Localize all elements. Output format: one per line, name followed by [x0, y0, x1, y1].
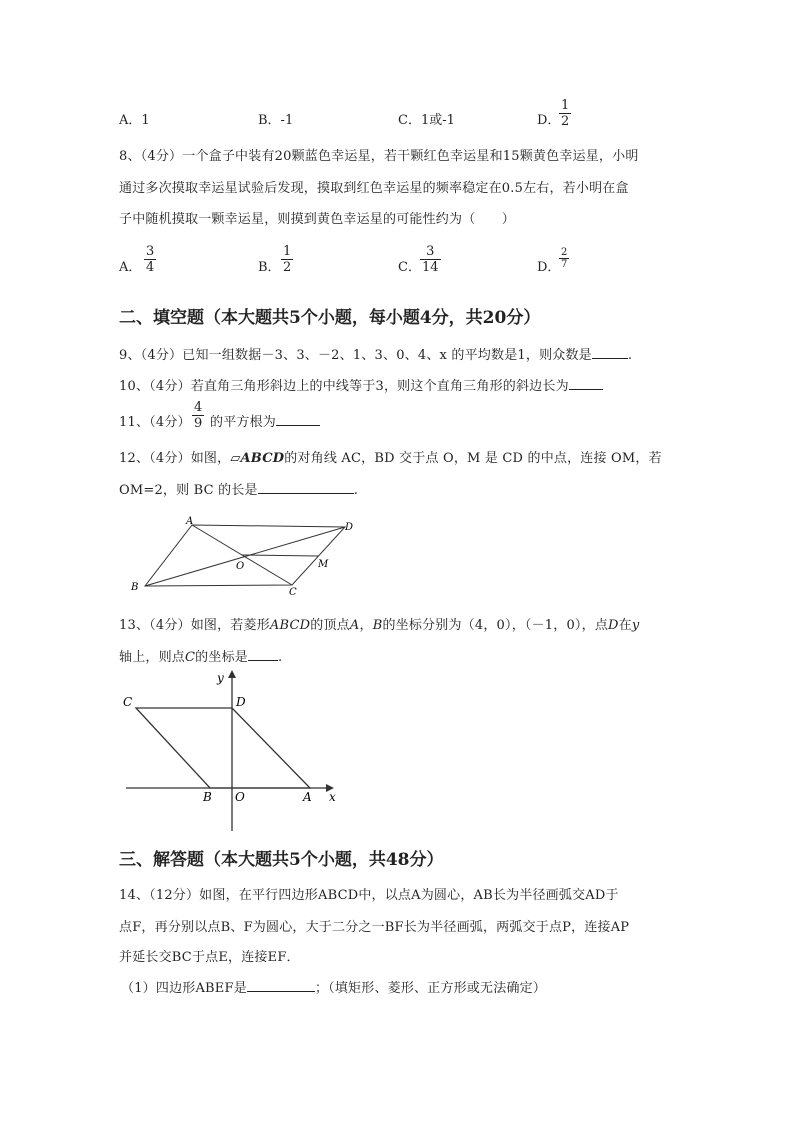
q7-option-d: D．: [537, 113, 561, 128]
q8-option-d: D．: [537, 260, 561, 275]
q13-label-x: x: [329, 790, 336, 804]
q12-label-a: A: [186, 516, 194, 527]
section-2-title: 二、填空题（本大题共5个小题，每小题4分，共20分）: [119, 308, 541, 328]
q13-text-d: 在: [618, 618, 632, 633]
q8-option-b-fraction: 1 2: [283, 244, 292, 275]
q13-vertex-a: A: [349, 618, 360, 633]
q9-answer-blank: [592, 346, 628, 359]
q12-segment-om: [242, 555, 318, 556]
q11-prefix: 11、（4分）: [119, 415, 191, 430]
q7-option-d-fraction: 1 2: [561, 98, 570, 129]
q8-line-1: 8、（4分）一个盒子中装有20颗蓝色幸运星，若干颗红色幸运星和15颗黄色幸运星，小明: [119, 149, 639, 164]
q8-line-2: 通过多次摸取幸运星试验后发现，摸取到红色幸运星的频率稳定在0.5左右，若小明在盒: [119, 181, 629, 196]
q13-line-1: [119, 614, 639, 633]
q10-answer-blank: [569, 377, 603, 390]
q9-text: [119, 344, 632, 363]
q11-suffix-wrap: [210, 411, 320, 430]
q12-label-b: B: [131, 582, 139, 593]
q12-end: .: [353, 483, 359, 498]
q12-line-1: [119, 447, 662, 466]
q12-line2-text: OM=2，则 BC 的长是: [119, 483, 258, 498]
q13-label-y: y: [217, 671, 224, 685]
q13-axis-y: y: [631, 618, 640, 633]
q11-fraction: 4 9: [194, 400, 203, 431]
q12-diagonal-bd: [145, 527, 345, 586]
q13-label-a: A: [303, 790, 312, 804]
q13-line-2: [119, 646, 282, 665]
q12-label-d: D: [345, 522, 354, 533]
q14-sub1-b: ；（填矩形、菱形、正方形或无法确定）: [314, 981, 547, 996]
q14-answer-blank: [247, 979, 315, 992]
q9-end: .: [627, 348, 633, 363]
q8-option-a: A．: [119, 260, 142, 275]
q12-prefix: 12、（4分）如图，: [119, 451, 231, 466]
q10-stem: 10、（4分）若直角三角形斜边上的中线等于3，则这个直角三角形的斜边长为: [119, 379, 569, 394]
q7-option-b: B．-1: [258, 113, 294, 128]
q14-line-2: 点F，再分别以点B、F为圆心，大于二分之一BF长为半径画弧，两弧交于点P，连接AP: [119, 920, 630, 935]
q13-text-b: 的顶点: [310, 618, 350, 633]
q12-line-2: [119, 479, 358, 498]
q13-comma: ，: [359, 618, 373, 633]
q13-vertex-d: D: [608, 618, 619, 633]
q13-label-c: C: [123, 695, 133, 709]
q13-y-arrow-icon: [228, 670, 236, 678]
q14-sub-1: [121, 977, 546, 996]
q7-option-a: A．1: [119, 113, 150, 128]
q12-parallelogram-symbol: ▱ABCD: [230, 451, 285, 466]
q12-line1-rest: 的对角线 AC，BD 交于点 O，M 是 CD 的中点，连接 OM，若: [284, 451, 662, 466]
q13-abcd: ABCD: [269, 618, 311, 633]
q8-option-d-fraction: 2 7: [561, 247, 568, 270]
q11-answer-blank: [276, 413, 320, 426]
q8-option-c: C．: [398, 260, 421, 275]
q13-end: .: [277, 650, 283, 665]
q13-label-b: B: [203, 790, 212, 804]
q14-line-1: 14、（12分）如图，在平行四边形ABCD中，以点A为圆心，AB长为半径画弧交AD于: [119, 888, 619, 903]
q11-suffix: 的平方根为: [210, 415, 277, 430]
q13-answer-blank: [248, 648, 278, 661]
q13-label-d: D: [236, 695, 246, 709]
q12-answer-blank: [258, 481, 354, 494]
q14-sub1-a: （1）四边形ABEF是: [121, 981, 247, 996]
q13-text-f: 的坐标是: [195, 650, 248, 665]
q13-text-a: 13、（4分）如图，若菱形: [119, 618, 270, 633]
q13-text-e: 轴上，则点: [119, 650, 186, 665]
q8-option-b: B．: [258, 260, 281, 275]
q12-label-c: C: [289, 587, 297, 595]
section-3-title: 三、解答题（本大题共5个小题，共48分）: [119, 850, 444, 870]
q13-vertex-c: C: [185, 650, 196, 665]
q13-vertex-b: B: [372, 618, 383, 633]
q8-option-a-fraction: 3 4: [146, 244, 155, 275]
q13-label-o: O: [235, 790, 245, 804]
q12-label-m: M: [318, 559, 329, 570]
q10-text: [119, 375, 603, 394]
q8-line-3: 子中随机摸取一颗幸运星，则摸到黄色幸运星的可能性约为（ ）: [119, 212, 516, 227]
q13-rhombus-outline: [136, 708, 310, 788]
q7-option-c: C．1或-1: [398, 113, 455, 128]
q13-text-c: 的坐标分别为（4，0），（－1，0），点: [382, 618, 609, 633]
q8-option-c-fraction: 3 14: [422, 244, 439, 275]
q9-stem: 9、（4分）已知一组数据－3、3、－2、1、3、0、4、x 的平均数是1，则众数是: [119, 348, 592, 363]
q12-label-o: O: [236, 561, 245, 572]
q14-line-3: 并延长交BC于点E，连接EF．: [119, 950, 300, 965]
q13-rhombus-figure: [118, 668, 348, 834]
q12-parallelogram-figure: [125, 513, 365, 595]
